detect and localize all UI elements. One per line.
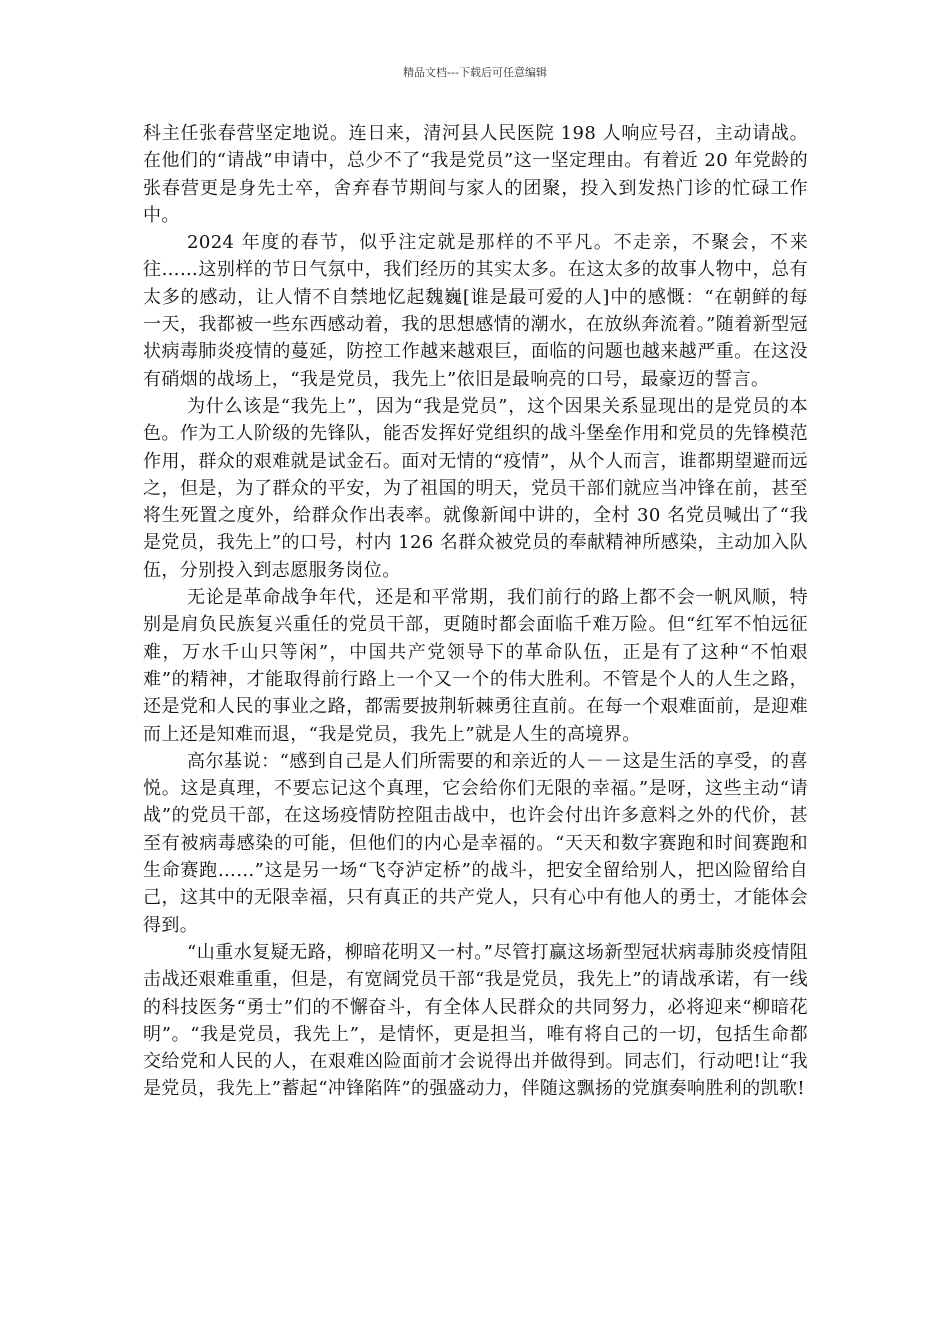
paragraph-6: “山重水复疑无路，柳暗花明又一村。”尽管打赢这场新型冠状病毒肺炎疫情阻击战还艰难重重，但是，有宽阔党员干部“我是党员，我先上”的请战承诺，有一线的科技医务“勇士”们的不懈奋斗，有全体人民群众的共同努力，必将迎来“柳暗花明”。“我是党员，我先上”，是情怀，更是担当，唯有将自己的一切，包括生命都交给党和人民的人，在艰难凶险面前才会说得出并做得到。同志们，行动吧!让“我是党员，我先上”蓄起“冲锋陷阵”的强盛动力，伴随这飘扬的党旗奏响胜利的凯歌! [143, 941, 808, 1100]
paragraph-4: 无论是革命战争年代，还是和平常期，我们前行的路上都不会一帆风顺，特别是肩负民族复兴重任的党员干部，更随时都会面临千难万险。但“红军不怕远征难，万水千山只等闲”，中国共产党领导下的革命队伍，正是有了这种“不怕艰难”的精神，才能取得前行路上一个又一个的伟大胜利。不管是个人的人生之路，还是党和人民的事业之路，都需要披荆斩棘勇往直前。在每一个艰难面前，是迎难而上还是知难而退，“我是党员，我先上”就是人生的高境界。 [143, 587, 808, 745]
page-header: 精品文档---下载后可任意编辑 [403, 66, 547, 79]
paragraph-5: 高尔基说：“感到自己是人们所需要的和亲近的人－－这是生活的享受，的喜悦。这是真理，不要忘记这个真理，它会给你们无限的幸福。”是呀，这些主动“请战”的党员干部，在这场疫情防控阻击战中，也许会付出许多意料之外的代价，甚至有被病毒感染的可能，但他们的内心是幸福的。“天天和数字赛跑和时间赛跑和生命赛跑……”这是另一场“飞夺泸定桥”的战斗，把安全留给别人，把凶险留给自己，这其中的无限幸福，只有真正的共产党人，只有心中有他人的勇士，才能体会得到。 [143, 750, 808, 936]
document-body [143, 120, 808, 1103]
paragraph-3: 为什么该是“我先上”，因为“我是党员”，这个因果关系显现出的是党员的本色。作为工人阶级的先锋队，能否发挥好党组织的战斗堡垒作用和党员的先锋模范作用，群众的艰难就是试金石。面对无情的“疫情”，从个人而言，谁都期望避而远之，但是，为了群众的平安，为了祖国的明天，党员干部们就应当冲锋在前，甚至将生死置之度外，给群众作出表率。就像新闻中讲的，全村 30 名党员喊出了“我是党员，我先上”的口号，村内 126 名群众被党员的奉献精神所感染，主动加入队伍，分别投入到志愿服务岗位。 [143, 395, 808, 581]
paragraph-2: 2024 年度的春节，似乎注定就是那样的不平凡。不走亲，不聚会，不来往……这别样的节日气氛中，我们经历的其实太多。在这太多的故事人物中，总有太多的感动，让人情不自禁地忆起魏巍[谁是最可爱的人]中的感慨：“在朝鲜的每一天，我都被一些东西感动着，我的思想感情的潮水，在放纵奔流着。”随着新型冠状病毒肺炎疫情的蔓延，防控工作越来越艰巨，面临的问题也越来越严重。在这没有硝烟的战场上，“我是党员，我先上”依旧是最响亮的口号，最豪迈的誓言。 [143, 232, 808, 390]
paragraph-1: 科主任张春营坚定地说。连日来，清河县人民医院 198 人响应号召，主动请战。在他们的“请战”申请中，总少不了“我是党员”这一坚定理由。有着近 20 年党龄的张春营更是身先士卒，舍弃春节期间与家人的团聚，投入到发热门诊的忙碌工作中。 [143, 123, 808, 226]
